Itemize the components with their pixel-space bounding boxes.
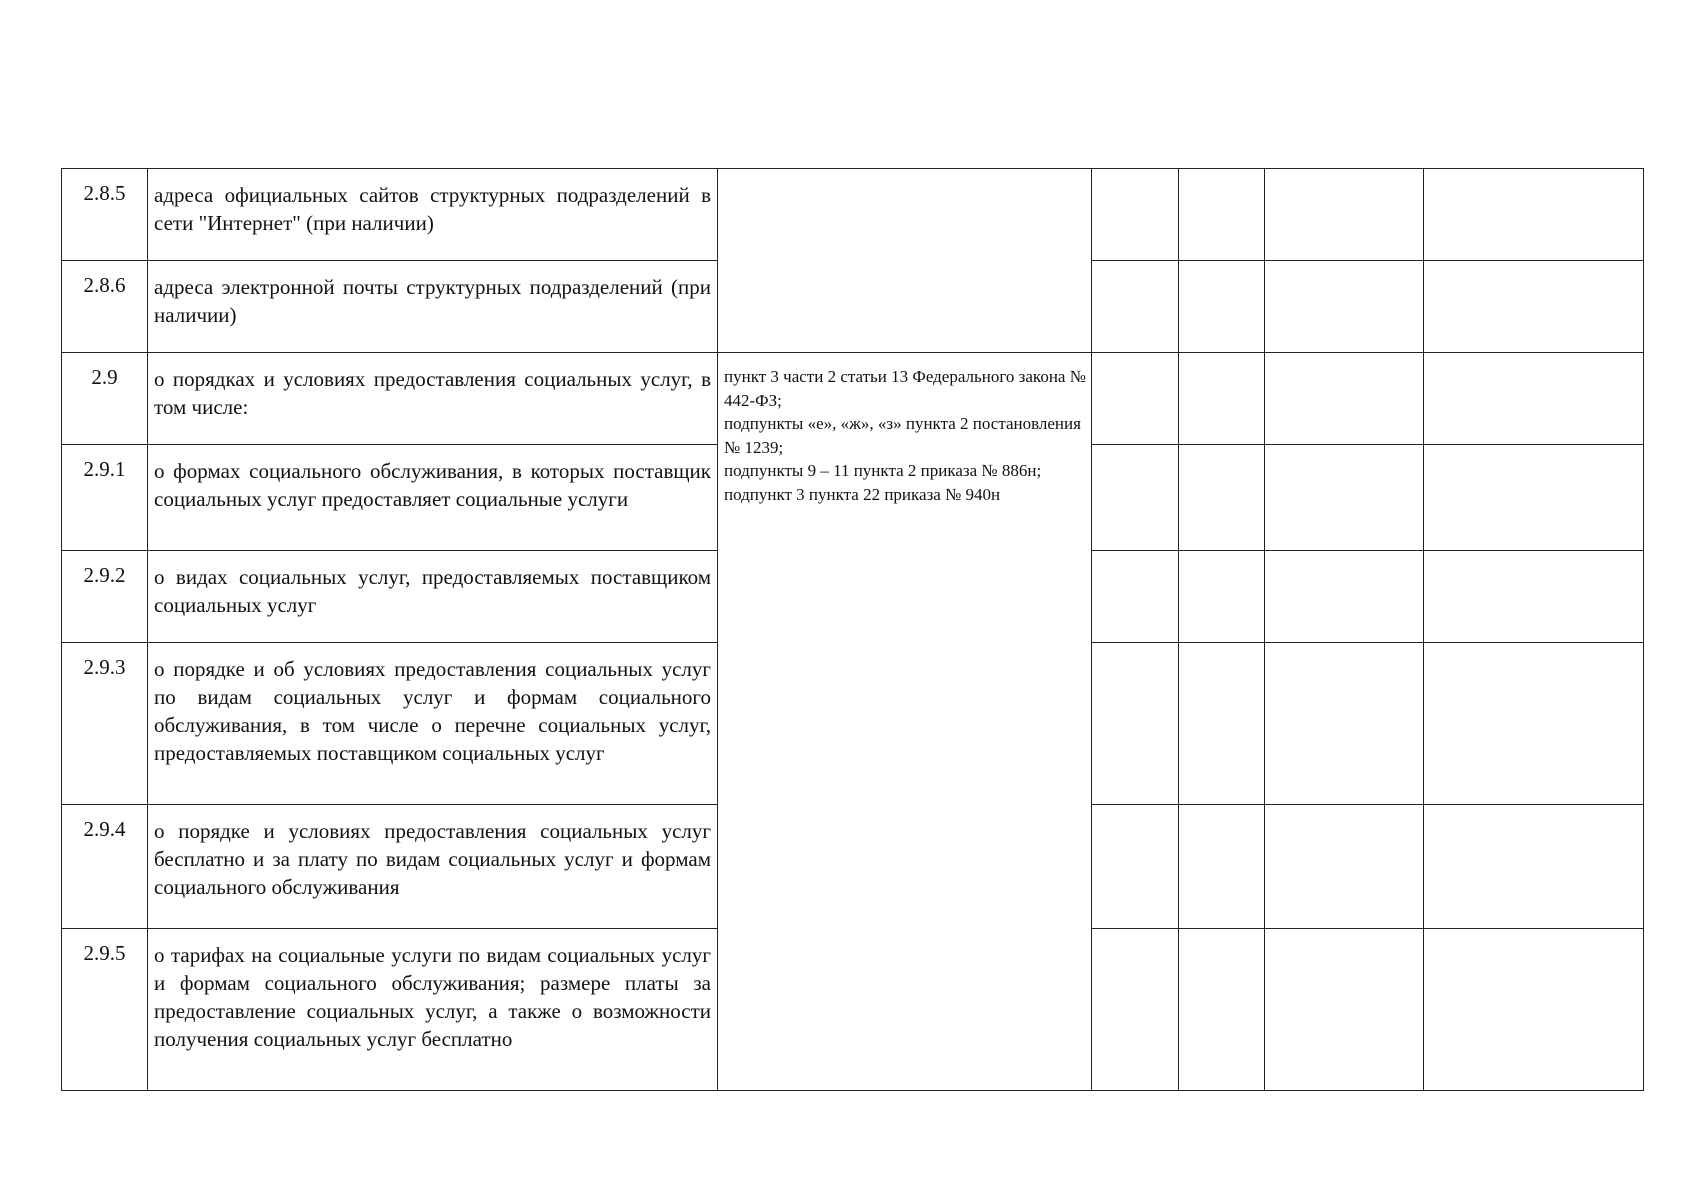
mark-cell (1179, 805, 1265, 929)
row-number: 2.8.6 (62, 261, 148, 353)
mark-cell (1265, 929, 1424, 1091)
mark-cell (1424, 643, 1644, 805)
mark-cell (1424, 551, 1644, 643)
row-number: 2.9 (62, 353, 148, 445)
mark-cell (1265, 805, 1424, 929)
mark-cell (1424, 353, 1644, 445)
row-number: 2.9.2 (62, 551, 148, 643)
row-description: о формах социального обслуживания, в которых поставщик социальных услуг предоставляет социальные услуги (148, 445, 718, 551)
legal-basis-cell (718, 353, 1092, 1091)
mark-cell (1265, 445, 1424, 551)
mark-cell (1092, 169, 1179, 261)
mark-cell (1092, 353, 1179, 445)
row-description: о порядке и об условиях предоставления социальных услуг по видам социальных услуг и формам социального обслуживания, в том числе о перечне социальных услуг, предоставляемых поставщиком социальных услуг (148, 643, 718, 805)
mark-cell (1092, 805, 1179, 929)
mark-cell (1092, 643, 1179, 805)
row-description: адреса официальных сайтов структурных подразделений в сети "Интернет" (при наличии) (148, 169, 718, 261)
row-description: о тарифах на социальные услуги по видам социальных услуг и формам социального обслуживания; размере платы за предоставление социальных услуг, а также о возможности получения социальных услуг бесплатно (148, 929, 718, 1091)
mark-cell (1179, 261, 1265, 353)
legal-basis-line: подпункты 9 – 11 пункта 2 приказа № 886н; (724, 461, 1042, 480)
mark-cell (1265, 169, 1424, 261)
row-number: 2.9.5 (62, 929, 148, 1091)
mark-cell (1179, 643, 1265, 805)
mark-cell (1265, 551, 1424, 643)
mark-cell (1179, 445, 1265, 551)
row-description: адреса электронной почты структурных подразделений (при наличии) (148, 261, 718, 353)
requirements-table (61, 168, 1644, 1091)
row-number: 2.9.1 (62, 445, 148, 551)
legal-basis-cell-empty (718, 169, 1092, 353)
row-description: о видах социальных услуг, предоставляемых поставщиком социальных услуг (148, 551, 718, 643)
row-number: 2.8.5 (62, 169, 148, 261)
table-row (62, 353, 1644, 445)
mark-cell (1265, 353, 1424, 445)
row-number: 2.9.4 (62, 805, 148, 929)
mark-cell (1265, 643, 1424, 805)
row-number: 2.9.3 (62, 643, 148, 805)
mark-cell (1424, 929, 1644, 1091)
mark-cell (1424, 261, 1644, 353)
mark-cell (1092, 261, 1179, 353)
mark-cell (1424, 805, 1644, 929)
mark-cell (1179, 929, 1265, 1091)
legal-basis-line: подпункт 3 пункта 22 приказа № 940н (724, 484, 1001, 504)
mark-cell (1092, 551, 1179, 643)
legal-basis-cell-empty (1092, 929, 1179, 1091)
mark-cell (1179, 169, 1265, 261)
table-row (62, 169, 1644, 261)
mark-cell (1424, 445, 1644, 551)
legal-basis-line: пункт 3 части 2 статьи 13 Федерального закона № 442-ФЗ; (724, 367, 1086, 410)
mark-cell (1179, 551, 1265, 643)
mark-cell (1092, 445, 1179, 551)
row-description: о порядках и условиях предоставления социальных услуг, в том числе: (148, 353, 718, 445)
row-description: о порядке и условиях предоставления социальных услуг бесплатно и за плату по видам социальных услуг и формам социального обслуживания (148, 805, 718, 929)
mark-cell (1424, 169, 1644, 261)
mark-cell (1179, 353, 1265, 445)
legal-basis-line: подпункты «е», «ж», «з» пункта 2 постановления № 1239; (724, 414, 1081, 457)
mark-cell (1265, 261, 1424, 353)
